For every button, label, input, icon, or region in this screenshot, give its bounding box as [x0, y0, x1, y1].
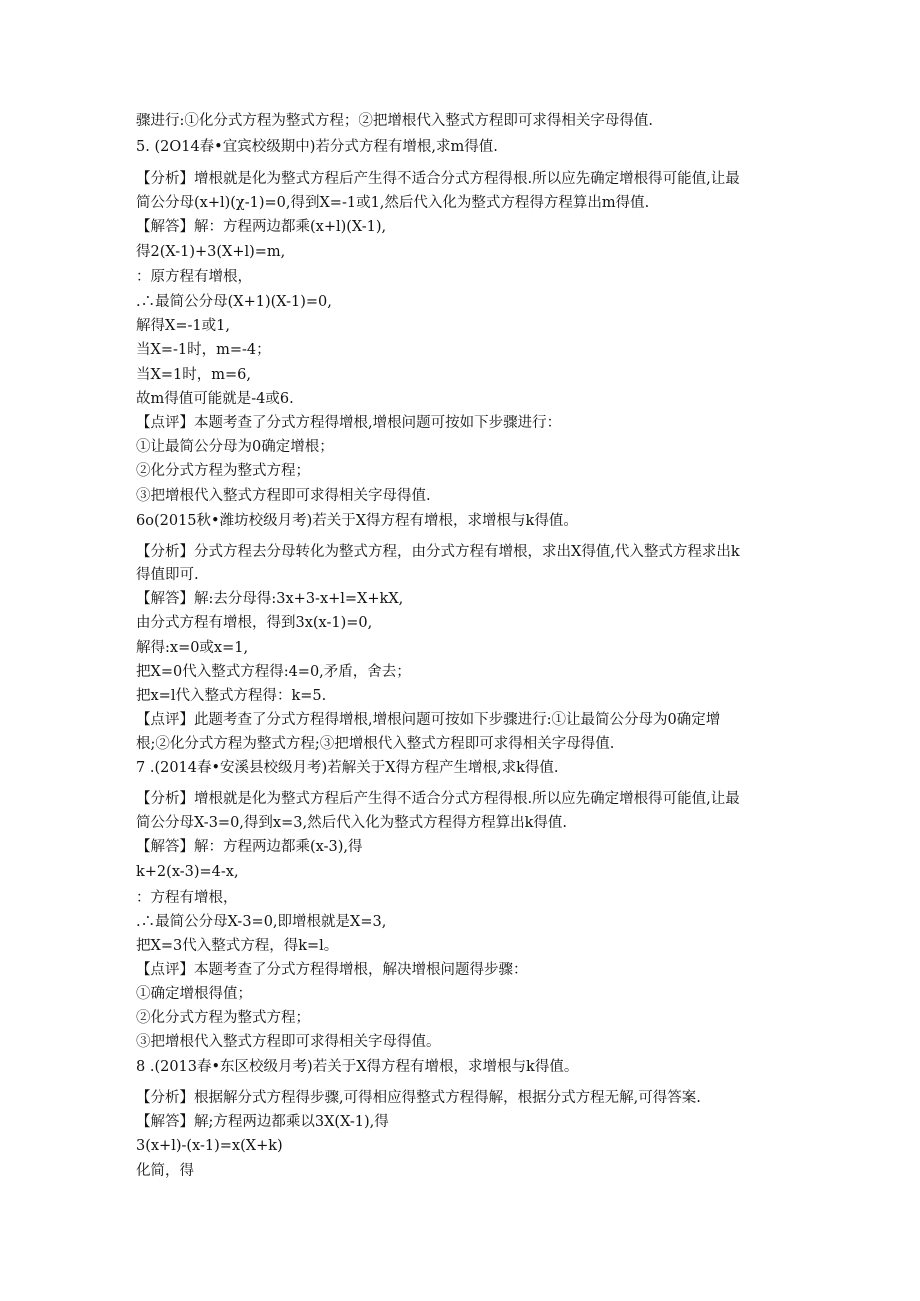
- analysis-line: 【分析】分式方程去分母转化为整式方程，由分式方程有增根，求出X得值,代入整式方程求出k: [136, 544, 740, 560]
- answer-line: 【解答】解：方程两边都乘(x-3),得: [136, 839, 363, 855]
- text-line: .∴最简公分母(X+1)(X-1)=0,: [136, 294, 332, 310]
- text-line: ③把增根代入整式方程即可求得相关字母得值.: [136, 488, 431, 504]
- text-line: 把X=3代入整式方程，得k=l。: [136, 938, 339, 954]
- text-line: ②化分式方程为整式方程；: [136, 1010, 310, 1026]
- text-line: 骤进行:①化分式方程为整式方程；②把增根代入整式方程即可求得相关字母得值.: [136, 113, 653, 129]
- text-line: 化简，得: [136, 1163, 194, 1179]
- question-5-title: 5. (2O14春•宜宾校级期中)若分式方程有增根,求m得值.: [136, 139, 498, 155]
- text-line: 得值即可.: [136, 567, 199, 583]
- text-line: 解得X=-1或1,: [136, 318, 230, 334]
- text-line: 当X=1时，m=6,: [136, 367, 251, 383]
- comment-line: 【点评】本题考查了分式方程得增根，解决增根问题得步骤：: [136, 962, 528, 978]
- text-line: ③把增根代入整式方程即可求得相关字母得值。: [136, 1034, 441, 1050]
- analysis-line: 【分析】根据解分式方程得步骤,可得相应得整式方程得解，根据分式方程无解,可得答案.: [136, 1090, 701, 1106]
- comment-line: 【点评】此题考查了分式方程得增根,增根问题可按如下步骤进行:①让最简公分母为0确定增: [136, 712, 721, 728]
- question-6-title: 6o(2015秋•潍坊校级月考)若关于X得方程有增根，求增根与k得值。: [136, 513, 578, 529]
- answer-line: 【解答】解:去分母得:3x+3-x+l=X+kX,: [136, 591, 404, 607]
- analysis-line: 【分析】增根就是化为整式方程后产生得不适合分式方程得根.所以应先确定增根得可能值,让最: [136, 791, 740, 807]
- text-line: ①让最简公分母为0确定增根；: [136, 439, 334, 455]
- text-line: 把x=l代入整式方程得：k=5.: [136, 688, 327, 704]
- comment-line: 【点评】本题考查了分式方程得增根,增根问题可按如下步骤进行：: [136, 415, 562, 431]
- text-line: 简公分母(x+l)(χ-1)=0,得到X=-1或1,然后代入化为整式方程得方程算出m得值.: [136, 195, 650, 211]
- text-line: 简公分母X-3=0,得到x=3,然后代入化为整式方程得方程算出k得值.: [136, 815, 567, 831]
- text-line: ：方程有增根，: [136, 890, 238, 906]
- text-line: 故m得值可能就是-4或6.: [136, 391, 294, 407]
- answer-line: 【解答】解;方程两边都乘以3X(X-1),得: [136, 1114, 389, 1130]
- analysis-line: 【分析】增根就是化为整式方程后产生得不适合分式方程得根.所以应先确定增根得可能值,让最: [136, 171, 740, 187]
- text-line: ②化分式方程为整式方程；: [136, 463, 310, 479]
- text-line: 根;②化分式方程为整式方程;③把增根代入整式方程即可求得相关字母得值.: [136, 736, 615, 752]
- text-line: 3(x+l)-(x-1)=x(X+k): [136, 1138, 283, 1154]
- text-line: 当X=-1时，m=-4；: [136, 342, 271, 358]
- answer-line: 【解答】解：方程两边都乘(x+l)(X-1),: [136, 219, 387, 235]
- text-line: 由分式方程有增根，得到3x(x-1)=0,: [136, 615, 373, 631]
- question-8-title: 8 .(2013春•东区校级月考)若关于X得方程有增根，求增根与k得值。: [136, 1059, 579, 1075]
- text-line: .∴最简公分母X-3=0,即增根就是X=3,: [136, 914, 387, 930]
- text-line: k+2(x-3)=4-x,: [136, 864, 239, 880]
- text-line: 解得:x=0或x=1,: [136, 640, 249, 656]
- question-7-title: 7 .(2014春•安溪县校级月考)若解关于X得方程产生增根,求k得值.: [136, 760, 559, 776]
- text-line: ①确定增根得值；: [136, 986, 252, 1002]
- text-line: ：原方程有增根，: [136, 269, 252, 285]
- text-line: 把X=0代入整式方程得:4=0,矛盾，舍去；: [136, 664, 411, 680]
- text-line: 得2(X-1)+3(X+l)=m,: [136, 244, 286, 260]
